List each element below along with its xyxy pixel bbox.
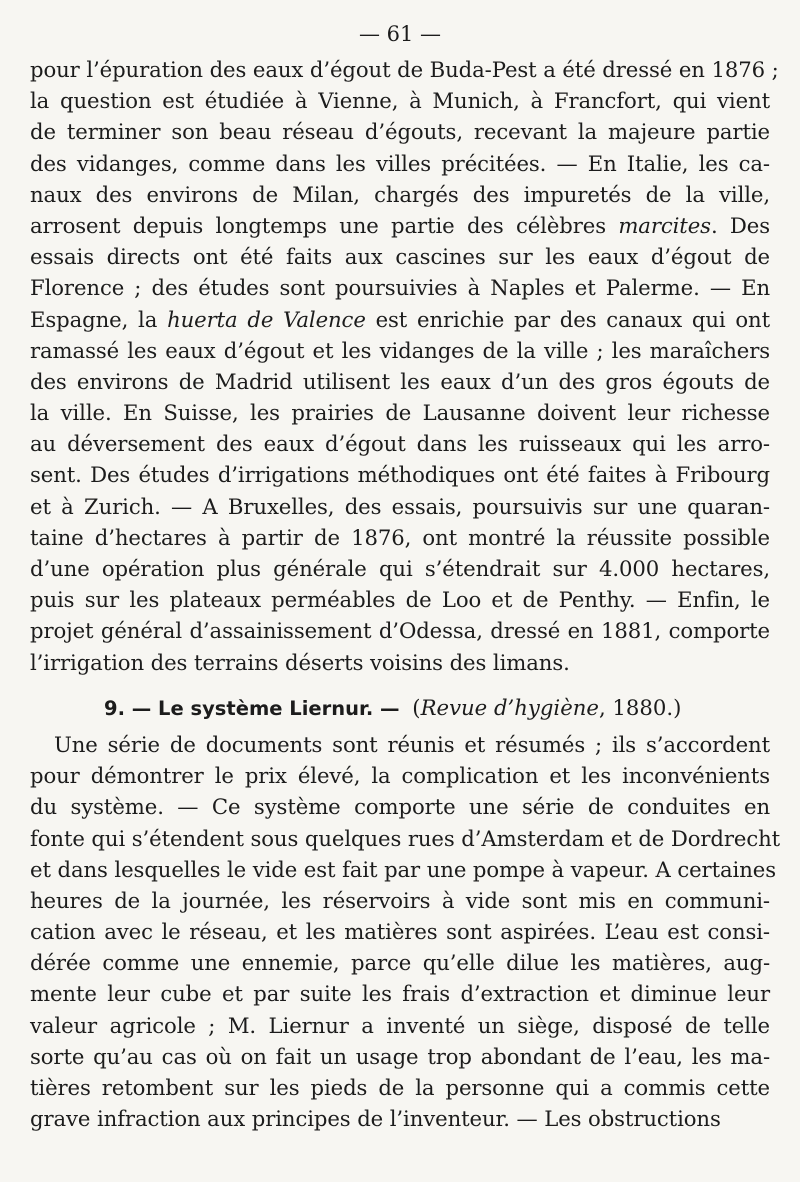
text-segment: Espagne, la: [30, 306, 168, 332]
italic-text: marcites: [618, 212, 711, 238]
text-segment: tières retombent sur les pieds de la personne qui a commis cette: [30, 1075, 770, 1100]
text-line: [30, 1010, 770, 1041]
text-segment: grave infraction aux principes de l’inventeur. — Les obstructions: [30, 1106, 721, 1132]
reference-open: (: [412, 694, 421, 720]
text-segment: taine d’hectares à partir de 1876, ont montré la réussite possible: [30, 524, 770, 550]
text-segment: sorte qu’au cas où on fait un usage trop abondant de l’eau, les ma-: [30, 1043, 770, 1069]
text-segment: essais directs ont été faits aux cascines sur les eaux d’égout de: [30, 244, 770, 270]
text-line: [30, 978, 770, 1009]
text-segment: naux des environs de Milan, chargés des impuretés de la ville,: [30, 181, 770, 207]
text-line: [30, 210, 770, 241]
text-line: [30, 397, 770, 428]
text-segment: d’une opération plus générale qui s’étendrait sur 4.000 hectares,: [30, 556, 770, 581]
paragraph-sewage-irrigation: [30, 54, 779, 678]
text-segment: cation avec le réseau, et les matières sont aspirées. L’eau est consi-: [30, 919, 770, 945]
text-line: [30, 823, 781, 854]
text-line: [30, 729, 770, 760]
text-line: [30, 584, 770, 615]
text-line: [30, 459, 770, 490]
text-segment: projet général d’assainissement d’Odessa, dressé en 1881, comporte: [30, 618, 770, 644]
text-segment: arrosent depuis longtemps une partie des célèbres: [30, 212, 619, 238]
text-line: [30, 1103, 770, 1134]
text-line: [30, 85, 770, 116]
text-line: [30, 272, 770, 303]
text-line: [30, 885, 770, 916]
text-segment: est enrichie par des canaux qui ont: [365, 306, 770, 332]
text-segment: des vidanges, comme dans les villes précitées. — En Italie, les ca-: [30, 150, 770, 176]
page-number: — 61 —: [358, 22, 442, 46]
text-segment: de terminer son beau réseau d’égouts, recevant la majeure partie: [30, 119, 770, 145]
text-segment: . Des: [710, 212, 771, 238]
text-segment: et dans lesquelles le vide est fait par une pompe à vapeur. A certaines: [30, 856, 776, 882]
text-line: [30, 241, 770, 272]
text-line: [30, 148, 770, 179]
text-segment: heures de la journée, les réservoirs à vide sont mis en communi-: [30, 887, 770, 913]
text-segment: du système. — Ce système comporte une série de conduites en: [30, 794, 770, 820]
text-segment: la ville. En Suisse, les prairies de Lausanne doivent leur richesse: [30, 400, 770, 426]
text-segment: dérée comme une ennemie, parce qu’elle dilue les matières, aug-: [30, 950, 770, 976]
section-title: 9. — Le système Liernur. —: [104, 696, 400, 720]
text-line: [30, 304, 770, 335]
text-segment: et à Zurich. — A Bruxelles, des essais, poursuivis sur une quaran-: [30, 493, 770, 519]
text-line: [30, 335, 770, 366]
paragraph-liernur-system: [30, 729, 781, 1134]
text-line: [30, 116, 770, 147]
text-line: [30, 854, 776, 885]
text-segment: au déversement des eaux d’égout dans les ruisseaux qui les arro-: [30, 431, 770, 457]
text-line: [30, 647, 770, 678]
text-line: [30, 54, 779, 85]
text-segment: ramassé les eaux d’égout et les vidanges de la ville ; les maraîchers: [30, 337, 770, 363]
text-segment: Florence ; des études sont poursuivies à Naples et Palerme. — En: [30, 275, 770, 301]
text-line: [30, 366, 770, 397]
text-line: [30, 428, 770, 459]
text-line: [30, 916, 770, 947]
text-line: [30, 1041, 770, 1072]
text-line: [30, 491, 770, 522]
text-segment: l’irrigation des terrains déserts voisins des limans.: [30, 649, 570, 675]
text-segment: puis sur les plateaux perméables de Loo et de Penthy. — Enfin, le: [30, 587, 770, 613]
reference-year: , 1880.): [598, 694, 682, 720]
text-segment: sent. Des études d’irrigations méthodiques ont été faites à Fribourg: [30, 462, 770, 488]
text-segment: des environs de Madrid utilisent les eaux d’un des gros égouts de: [30, 368, 770, 394]
text-line: [30, 760, 770, 791]
text-segment: la question est étudiée à Vienne, à Munich, à Francfort, qui vient: [30, 88, 770, 114]
text-segment: mente leur cube et par suite les frais d’extraction et diminue leur: [30, 981, 770, 1007]
text-line: [30, 553, 770, 584]
section-reference: [412, 695, 681, 720]
text-line: [30, 522, 770, 553]
text-segment: valeur agricole ; M. Liernur a inventé un siège, disposé de telle: [30, 1012, 770, 1038]
text-segment: Une série de documents sont réunis et résumés ; ils s’accordent: [54, 731, 770, 757]
text-line: [30, 947, 770, 978]
section-heading: [30, 692, 770, 723]
text-segment: fonte qui s’étendent sous quelques rues d’Amsterdam et de Dordrecht: [30, 825, 781, 851]
reference-journal: Revue d’hygiène: [420, 694, 599, 720]
text-line: [30, 615, 770, 646]
text-segment: pour démontrer le prix élevé, la complication et les inconvénients: [30, 763, 770, 789]
text-segment: pour l’épuration des eaux d’égout de Buda-Pest a été dressé en 1876 ;: [30, 57, 779, 82]
text-line: [30, 791, 770, 822]
text-line: [30, 1072, 770, 1103]
text-line: [30, 179, 770, 210]
italic-text: huerta de Valence: [167, 306, 366, 332]
